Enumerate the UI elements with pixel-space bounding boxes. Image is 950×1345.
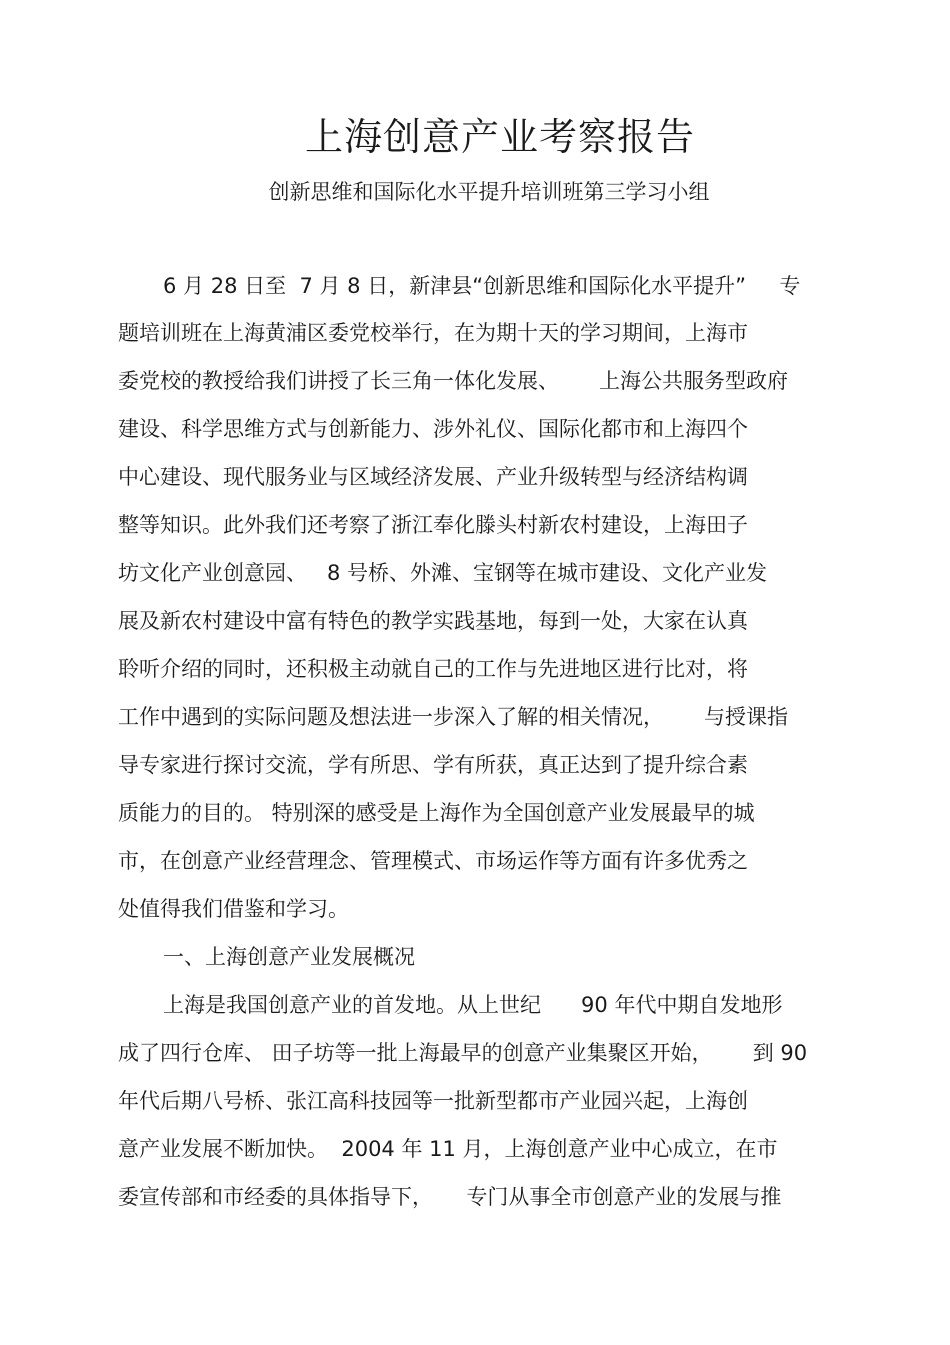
text-line: 中心建设、现代服务业与区域经济发展、产业升级转型与经济结构调 [118, 465, 748, 489]
text-line: 成了四行仓库、 田子坊等一批上海最早的创意产业集聚区开始， 到 90 [118, 1041, 808, 1065]
text-line: 上海是我国创意产业的首发地。从上世纪 90 年代中期自发地形 [163, 993, 783, 1017]
text-line: 工作中遇到的实际问题及想法进一步深入了解的相关情况， 与授课指 [118, 705, 789, 729]
text-line: 质能力的目的。 特别深的感受是上海作为全国创意产业发展最早的城 [118, 801, 755, 825]
text-line: 年代后期八号桥、张江高科技园等一批新型都市产业园兴起，上海创 [118, 1089, 748, 1113]
text-line: 建设、科学思维方式与创新能力、涉外礼仪、国际化都市和上海四个 [118, 417, 748, 441]
text-line: 整等知识。此外我们还考察了浙江奉化滕头村新农村建设，上海田子 [118, 513, 748, 537]
text-line: 聆听介绍的同时，还积极主动就自己的工作与先进地区进行比对，将 [118, 657, 748, 681]
text-line: 委党校的教授给我们讲授了长三角一体化发展、 上海公共服务型政府 [118, 369, 789, 393]
document-title: 上海创意产业考察报告 [304, 115, 695, 159]
text-line: 题培训班在上海黄浦区委党校举行，在为期十天的学习期间，上海市 [118, 321, 748, 345]
text-line: 展及新农村建设中富有特色的教学实践基地，每到一处，大家在认真 [118, 609, 748, 633]
text-line: 导专家进行探讨交流，学有所思、学有所获，真正达到了提升综合素 [118, 753, 748, 777]
document-subtitle: 创新思维和国际化水平提升培训班第三学习小组 [268, 180, 710, 204]
text-line: 坊文化产业创意园、 8 号桥、外滩、宝钢等在城市建设、文化产业发 [118, 561, 768, 585]
text-line: 市，在创意产业经营理念、管理模式、市场运作等方面有许多优秀之 [118, 849, 748, 873]
text-line: 意产业发展不断加快。 2004 年 11 月，上海创意产业中心成立，在市 [118, 1137, 778, 1161]
text-line: 处值得我们借鉴和学习。 [118, 897, 349, 921]
text-line: 委宣传部和市经委的具体指导下， 专门从事全市创意产业的发展与推 [118, 1185, 782, 1209]
section-heading: 一、上海创意产业发展概况 [163, 945, 415, 969]
text-line: 6 月 28 日至 7 月 8 日，新津县“创新思维和国际化水平提升” 专 [163, 274, 801, 298]
